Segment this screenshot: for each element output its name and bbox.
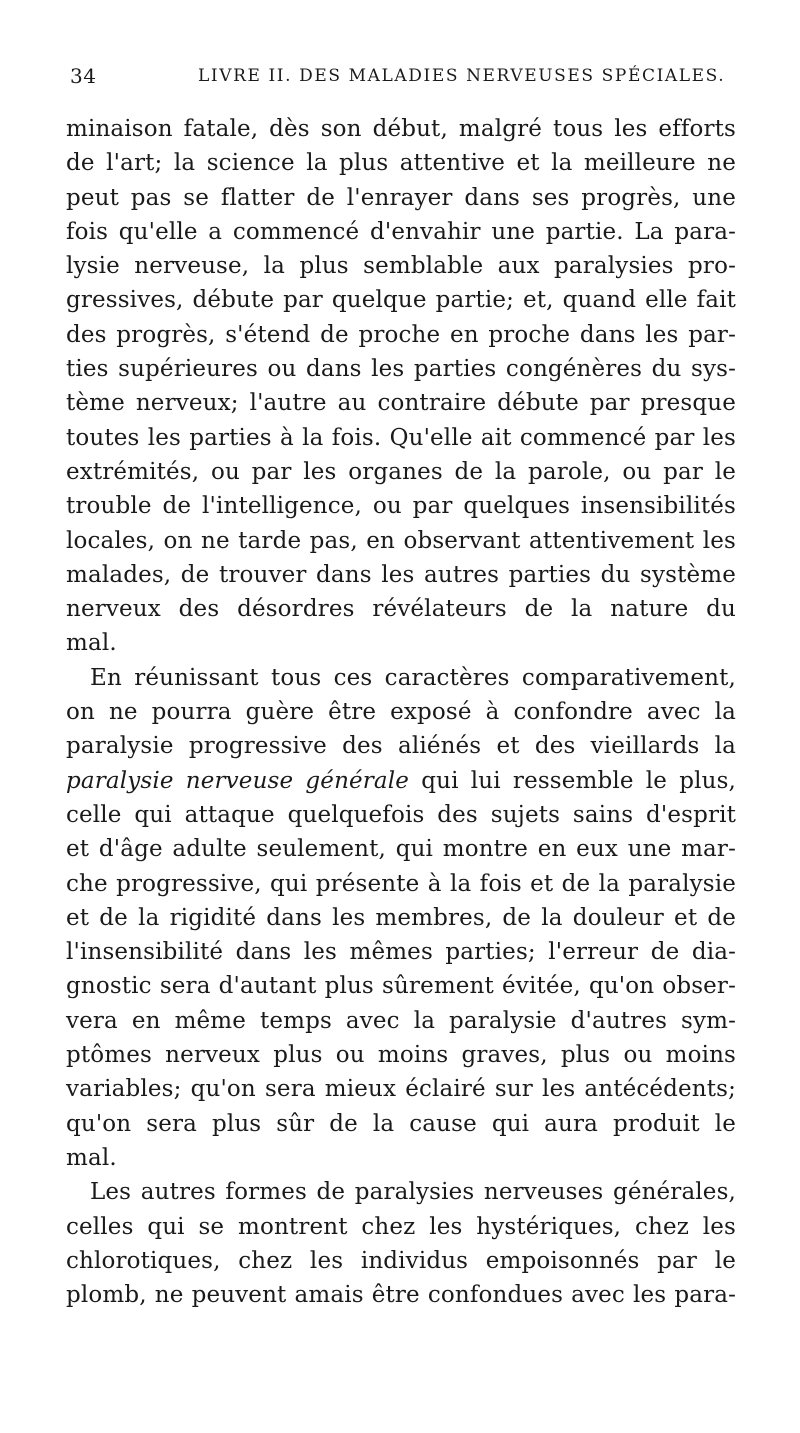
text-line: nerveux des désordres révélateurs de la nature du <box>66 596 736 623</box>
text-line: tème nerveux; l'autre au contraire débute par presque <box>66 390 736 417</box>
text-line: peut pas se flatter de l'enrayer dans ses progrès, une <box>66 184 736 211</box>
text-line: mal. <box>66 1144 117 1171</box>
running-title: LIVRE II. DES MALADIES NERVEUSES SPÉCIALES. <box>198 66 726 86</box>
text-line: on ne pourra guère être exposé à confondre avec la <box>66 699 736 726</box>
text-line: et d'âge adulte seulement, qui montre en eux une mar- <box>66 836 736 863</box>
text-line: ties supérieures ou dans les parties congénères du sys- <box>66 356 736 383</box>
text-line: ptômes nerveux plus ou moins graves, plus ou moins <box>66 1042 736 1069</box>
text-line: malades, de trouver dans les autres parties du système <box>66 561 736 588</box>
text-line: vera en même temps avec la paralysie d'autres sym- <box>66 1007 736 1034</box>
text-line: fois qu'elle a commencé d'envahir une partie. La para- <box>66 218 736 245</box>
text-line-rest: qui lui ressemble le plus, <box>409 767 736 794</box>
body-text <box>66 112 736 1312</box>
italic-phrase: paralysie nerveuse générale <box>66 767 410 794</box>
text-line: trouble de l'intelligence, ou par quelques insensibilités <box>66 493 736 520</box>
text-line: de l'art; la science la plus attentive et la meilleure ne <box>66 150 736 177</box>
text-line: celle qui attaque quelquefois des sujets sains d'esprit <box>66 801 736 828</box>
text-line: minaison fatale, dès son début, malgré tous les efforts <box>66 116 736 142</box>
text-line: mal. <box>66 630 117 657</box>
text-line: toutes les parties à la fois. Qu'elle ait commencé par les <box>66 424 736 451</box>
text-line: En réunissant tous ces caractères comparativement, <box>90 664 736 691</box>
text-line: extrémités, ou par les organes de la parole, ou par le <box>66 458 736 485</box>
text-line: lysie nerveuse, la plus semblable aux paralysies pro- <box>66 253 736 280</box>
text-line: paralysie progressive des aliénés et des vieillards la <box>66 733 736 760</box>
text-line: gressives, débute par quelque partie; et, quand elle fait <box>66 287 736 314</box>
text-line: des progrès, s'étend de proche en proche dans les par- <box>66 321 736 348</box>
text-line: plomb, ne peuvent amais être confondues avec les para- <box>66 1282 736 1309</box>
text-line: chlorotiques, chez les individus empoisonnés par le <box>66 1247 736 1274</box>
page-number: 34 <box>70 64 97 88</box>
text-line: variables; qu'on sera mieux éclairé sur les antécédents; <box>66 1076 736 1103</box>
text-line: Les autres formes de paralysies nerveuses générales, <box>90 1179 736 1206</box>
page-header <box>70 64 730 96</box>
text-line: che progressive, qui présente à la fois et de la paralysie <box>66 870 736 897</box>
text-line: qu'on sera plus sûr de la cause qui aura produit le <box>66 1110 736 1137</box>
text-line-italic <box>66 764 736 798</box>
text-line: locales, on ne tarde pas, en observant attentivement les <box>66 527 736 554</box>
text-line: gnostic sera d'autant plus sûrement évitée, qu'on obser- <box>66 973 736 1000</box>
text-line: celles qui se montrent chez les hystériques, chez les <box>66 1213 736 1240</box>
text-line: et de la rigidité dans les membres, de la douleur et de <box>66 904 736 931</box>
text-line: l'insensibilité dans les mêmes parties; l'erreur de dia- <box>66 939 736 966</box>
